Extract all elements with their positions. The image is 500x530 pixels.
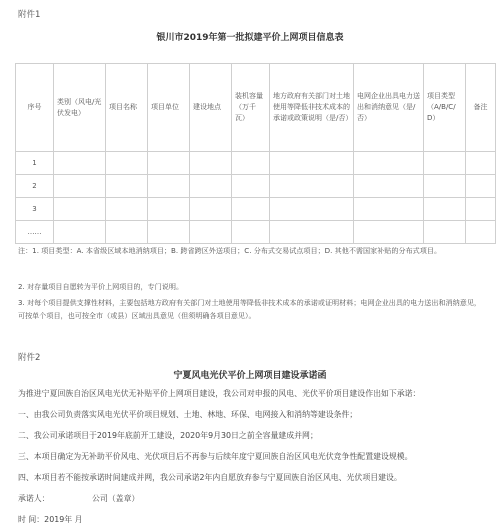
row-index: …… xyxy=(16,221,54,244)
commitment-item-4: 四、本项目若不能按承诺时间建成并网，我公司承诺2年内自愿放弃参与宁夏回族自治区风电、光伏项目建设。 xyxy=(18,473,402,482)
table-row xyxy=(16,175,496,198)
header-grid-opinion: 电网企业出具电力送出和消纳意见（是/否） xyxy=(354,64,424,152)
attachment-2-title: 宁夏风电光伏平价上网项目建设承诺函 xyxy=(173,371,327,381)
attachment-1-label: 附件1 xyxy=(18,10,41,20)
table-row xyxy=(16,221,496,244)
commitment-item-2: 二、我公司承诺项目于2019年底前开工建设，2020年9月30日之前全容量建成并网； xyxy=(18,431,318,440)
attachment-1-title: 银川市2019年第一批拟建平价上网项目信息表 xyxy=(156,33,344,43)
header-remarks: 备注 xyxy=(466,64,496,152)
row-index: 1 xyxy=(16,152,54,175)
header-index: 序号 xyxy=(16,64,54,152)
project-info-table xyxy=(15,63,496,244)
header-project-name: 项目名称 xyxy=(106,64,148,152)
commitment-item-3: 三、本项目确定为无补助平价风电、光伏项目后不再参与后续年度宁夏回族自治区风电光伏竞争性配置建设规模。 xyxy=(18,452,413,461)
commitment-intro: 为推进宁夏回族自治区风电光伏无补贴平价上网项目建设，我公司对申报的风电、光伏平价项目建设作出如下承诺： xyxy=(18,389,421,398)
table-row xyxy=(16,152,496,175)
header-project-unit: 项目单位 xyxy=(148,64,190,152)
signer-label: 承诺人： xyxy=(18,494,50,503)
table-header-row xyxy=(16,64,496,152)
note-2: 2. 对存量项目自愿转为平价上网项目的，专门说明。 xyxy=(18,282,184,291)
header-project-type: 项目类型（A/B/C/D） xyxy=(424,64,466,152)
company-seal-label: 公司（盖章） xyxy=(92,494,140,503)
note-3: 3. 对每个项目提供支撑性材料，主要包括地方政府有关部门对土地使用等降低非技术成本的承诺或证明材料；电网企业出具的电力送出和消纳意见，可按单个项目，也可按全市（或县）区域出具意见（但须明确各项目意见）。 xyxy=(18,298,482,320)
attachment-2-label: 附件2 xyxy=(18,353,41,363)
note-1: 注：1. 项目类型：A. 本省级区域本地消纳项目；B. 跨省跨区外送项目；C. 分布式交易试点项目；D. 其他不需国家补贴的分布式项目。 xyxy=(18,246,442,255)
header-government-commitment: 地方政府有关部门对土地使用等降低非技术成本的承诺或政策说明（是/否） xyxy=(270,64,354,152)
header-capacity: 装机容量（万千瓦） xyxy=(232,64,270,152)
header-location: 建设地点 xyxy=(190,64,232,152)
header-category: 类别（风电/光伏发电） xyxy=(54,64,106,152)
commitment-item-1: 一、由我公司负责落实风电光伏平价项目规划、土地、林地、环保、电网接入和消纳等建设条件； xyxy=(18,410,358,419)
row-index: 3 xyxy=(16,198,54,221)
table-row xyxy=(16,198,496,221)
row-index: 2 xyxy=(16,175,54,198)
date-label: 时 间：2019年 月 xyxy=(18,515,83,524)
